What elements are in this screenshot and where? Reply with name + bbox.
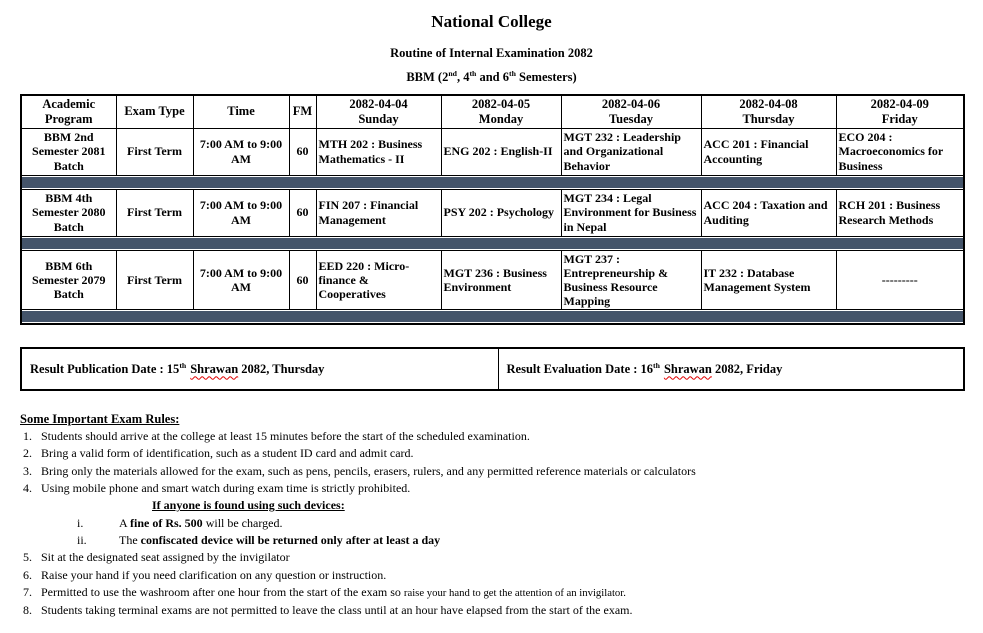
cell-subject: RCH 201 : Business Research Methods [836,189,964,236]
cell-exam-type: First Term [116,128,193,175]
cell-exam-type: First Term [116,250,193,310]
subtitle-program: BBM (2nd, 4th and 6th Semesters) [406,68,577,84]
result-evaluation-date: Result Evaluation Date : 16th Shrawan 2082, Friday [498,348,964,390]
rule-subitem-i: i. A fine of Rs. 500 will be charged. [77,515,283,530]
separator-bar [21,175,964,189]
table-row-bbm-6th [21,250,964,310]
result-dates-table [20,347,965,391]
result-publication-date: Result Publication Date : 15th Shrawan 2082, Thursday [21,348,498,390]
table-row-bbm-4th [21,189,964,236]
table-row-bbm-2nd [21,128,964,175]
column-header-fm: FM [289,95,316,128]
separator-bar-fill [22,238,963,249]
rule-item-4: 4. Using mobile phone and smart watch during exam time is strictly prohibited. [23,481,411,496]
subtitle-routine: Routine of Internal Examination 2082 [390,46,593,60]
cell-no-exam: --------- [836,250,964,310]
misspelled-word: Shrawan [663,361,712,376]
cell-subject: FIN 207 : Financial Management [316,189,441,236]
cell-program: BBM 2nd Semester 2081 Batch [21,128,116,175]
column-header-exam-type: Exam Type [116,95,193,128]
cell-time: 7:00 AM to 9:00 AM [193,189,289,236]
cell-program: BBM 4th Semester 2080 Batch [21,189,116,236]
cell-time: 7:00 AM to 9:00 AM [193,250,289,310]
cell-subject: MGT 232 : Leadership and Organizational Behavior [561,128,701,175]
column-header-date-friday: 2082-04-09 Friday [836,95,964,128]
cell-subject: MGT 236 : Business Environment [441,250,561,310]
exam-rules-section [20,410,963,619]
column-header-date-monday: 2082-04-05 Monday [441,95,561,128]
cell-subject: ACC 201 : Financial Accounting [701,128,836,175]
page-title: National College [431,12,552,31]
column-header-academic-program: Academic Program [21,95,116,128]
misspelled-word: Shrawan [190,361,239,376]
cell-subject: PSY 202 : Psychology [441,189,561,236]
rule-item-3: 3. Bring only the materials allowed for the exam, such as pens, pencils, erasers, rulers, and any permitted reference materials or calculators [23,463,696,478]
separator-bar [21,310,964,325]
rule-item-2: 2. Bring a valid form of identification, such as a student ID card and admit card. [23,446,414,461]
rule-item-7: 7. Permitted to use the washroom after one hour from the start of the exam so raise your hand to get the attention of an invigilator. [23,584,626,599]
cell-subject: ACC 204 : Taxation and Auditing [701,189,836,236]
cell-fm: 60 [289,128,316,175]
rule-item-6: 6. Raise your hand if you need clarification on any question or instruction. [23,567,387,582]
header-row [21,95,964,128]
cell-subject: ENG 202 : English-II [441,128,561,175]
column-header-time: Time [193,95,289,128]
cell-program: BBM 6th Semester 2079 Batch [21,250,116,310]
column-header-date-sunday: 2082-04-04 Sunday [316,95,441,128]
rule-item-8: 8. Students taking terminal exams are not permitted to leave the class until at an hour have elapsed from the start of the exam. [23,603,633,618]
cell-subject: IT 232 : Database Management System [701,250,836,310]
column-header-date-tuesday: 2082-04-06 Tuesday [561,95,701,128]
cell-subject: MGT 237 : Entrepreneurship & Business Resource Mapping [561,250,701,310]
cell-time: 7:00 AM to 9:00 AM [193,128,289,175]
rules-heading: Some Important Exam Rules: [20,412,180,427]
rule-subitem-ii: ii. The confiscated device will be returned only after at least a day [77,532,441,547]
cell-exam-type: First Term [116,189,193,236]
cell-subject: EED 220 : Micro-finance & Cooperatives [316,250,441,310]
cell-fm: 60 [289,250,316,310]
exam-routine-table [20,94,965,325]
cell-fm: 60 [289,189,316,236]
rule-item-1: 1. Students should arrive at the college at least 15 minutes before the start of the scheduled examination. [23,429,530,444]
cell-subject: ECO 204 : Macroeconomics for Business [836,128,964,175]
devices-warning-heading: If anyone is found using such devices: [152,498,345,513]
column-header-date-thursday: 2082-04-08 Thursday [701,95,836,128]
separator-bar-fill [22,311,963,322]
cell-subject: MGT 234 : Legal Environment for Business in Nepal [561,189,701,236]
rule-item-5: 5. Sit at the designated seat assigned by the invigilator [23,550,290,565]
separator-bar [21,236,964,250]
separator-bar-fill [22,177,963,188]
cell-subject: MTH 202 : Business Mathematics - II [316,128,441,175]
